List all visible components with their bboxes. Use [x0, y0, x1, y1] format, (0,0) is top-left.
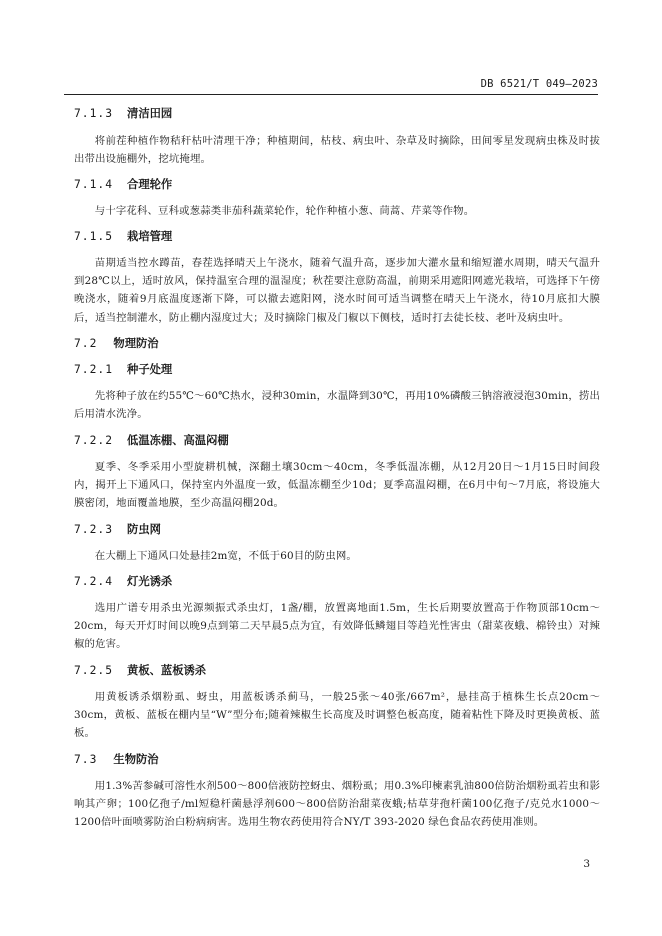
section-heading	[74, 431, 600, 450]
section-paragraph: 夏季、冬季采用小型旋耕机械，深翻土壤30cm～40cm，冬季低温冻棚，从12月20日～1月15日时间段内，揭开上下通风口，保持室内外温度一致，低温冻棚至少10d；夏季高温闷棚，在6月中旬～7月底，将设施大膜密闭，地面覆盖地膜，至少高温闷棚20d。	[74, 460, 600, 510]
section-title: 生物防治	[113, 752, 159, 766]
section-heading	[74, 661, 600, 680]
section-heading	[74, 175, 600, 194]
section-title: 黄板、蓝板诱杀	[127, 663, 207, 677]
section-heading	[74, 750, 600, 769]
document-code-header: DB 6521/T 049—2023	[480, 78, 598, 90]
section-title: 低温冻棚、高温闷棚	[127, 433, 229, 447]
section-number: 7.1.4	[74, 177, 114, 191]
section-paragraph: 用黄板诱杀烟粉虱、蚜虫，用蓝板诱杀蓟马，一般25张～40张/667m²，悬挂高于植株生长点20cm～30cm，黄板、蓝板在棚内呈“W”型分布;随着辣椒生长高度及时调整色板高度，随着粘性下降及时更换黄板、蓝板。	[74, 690, 600, 740]
section-title: 清洁田园	[127, 107, 173, 120]
section-title: 灯光诱杀	[127, 574, 173, 588]
section-paragraph: 用1.3%苦参碱可溶性水剂500～800倍液防控蚜虫、烟粉虱；用0.3%印楝素乳油800倍防治烟粉虱若虫和影响其产卵；100亿孢子/ml短稳杆菌悬浮剂600～800倍防治甜菜夜蛾;枯草芽孢杆菌100亿孢子/克兑水1000～1200倍叶面喷雾防治白粉病病害。选用生物农药使用符合NY/T 393-2020 绿色食品农药使用准则。	[74, 779, 600, 829]
section-heading	[74, 227, 600, 246]
section-number: 7.2.2	[74, 433, 114, 447]
section-paragraph: 先将种子放在约55℃～60℃热水，浸种30min，水温降到30℃，再用10%磷酸三钠溶液浸泡30min，捞出后用清水洗净。	[74, 390, 600, 421]
section-number: 7.2.3	[74, 522, 114, 536]
section-number: 7.1.3	[74, 107, 114, 120]
section-number: 7.1.5	[74, 229, 114, 243]
section-title: 物理防治	[113, 337, 159, 351]
page-number: 3	[583, 858, 590, 870]
section-heading	[74, 520, 600, 539]
section-title: 防虫网	[127, 522, 161, 536]
section-paragraph: 选用广谱专用杀虫光源频振式杀虫灯，1盏/棚，放置离地面1.5m，生长后期要放置高于作物顶部10cm～20cm，每天开灯时间以晚9点到第二天早晨5点为宜，有效降低鳞翅目等趋光性害虫（甜菜夜蛾、棉铃虫）对辣椒的危害。	[74, 601, 600, 651]
section-heading	[74, 334, 600, 353]
section-paragraph: 将前茬种植作物秸秆枯叶清理干净；种植期间，枯枝、病虫叶、杂草及时摘除，田间零星发现病虫株及时拔出带出设施棚外，挖坑掩埋。	[74, 135, 600, 166]
section-number: 7.2.1	[74, 363, 114, 377]
section-paragraph: 苗期适当控水蹲苗，春茬选择晴天上午浇水，随着气温升高，逐步加大灌水量和缩短灌水周期，晴天气温升到28℃以上，适时放风，保持温室合理的温湿度；秋茬要注意防高温，前期采用遮阳网遮光栽培，可选择下午傍晚浇水，随着9月底温度逐渐下降，可以撤去遮阳网，浇水时间可适当调整在晴天上午浇水，待10月底扣大膜后，适当控制灌水，防止棚内湿度过大；及时摘除门椒及门椒以下侧枝，适时打去徒长枝、老叶及病虫叶。	[74, 256, 600, 324]
document-body	[74, 104, 600, 832]
section-number: 7.3	[74, 752, 98, 766]
section-number: 7.2.5	[74, 663, 114, 677]
section-heading	[74, 360, 600, 379]
section-title: 合理轮作	[127, 177, 173, 191]
section-paragraph: 在大棚上下通风口处悬挂2m宽，不低于60目的防虫网。	[94, 549, 357, 562]
section-title: 种子处理	[127, 363, 173, 377]
header-rule	[64, 94, 598, 95]
section-heading	[74, 104, 600, 123]
section-number: 7.2	[74, 337, 98, 351]
section-paragraph: 与十字花科、豆科或葱蒜类非茄科蔬菜轮作，轮作种植小葱、茼蒿、芹菜等作物。	[94, 204, 475, 217]
section-heading	[74, 572, 600, 591]
section-number: 7.2.4	[74, 574, 114, 588]
section-title: 栽培管理	[127, 229, 173, 243]
